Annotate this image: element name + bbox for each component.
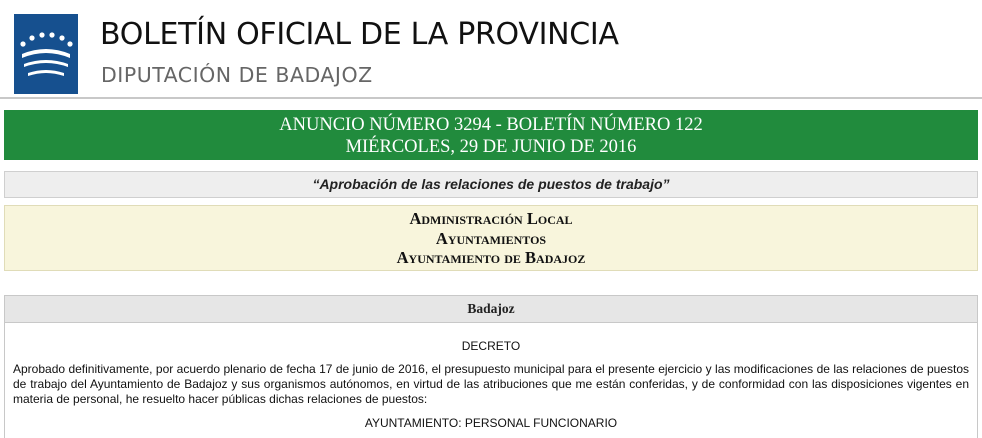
document-content bbox=[4, 295, 978, 438]
announcement-subject: “Aprobación de las relaciones de puestos de trabajo” bbox=[4, 171, 978, 198]
header-divider bbox=[0, 97, 982, 99]
publication-subtitle: DIPUTACIÓN DE BADAJOZ bbox=[101, 63, 373, 87]
document-body: Aprobado definitivamente, por acuerdo plenario de fecha 17 de junio de 2016, el presupuesto municipal para el presente ejercicio y las modificaciones de las relaciones de puestos de trabajo del Ayuntamiento de Badajoz y sus organismos autónomos, en virtud de las atribuciones que me están conferidas, y de conformidad con las disposiciones vigentes en materia de personal, he resuelto hacer públicas dichas relaciones de puestos: bbox=[13, 362, 969, 406]
administration-level: Administración Local bbox=[409, 209, 573, 228]
publication-title: BOLETÍN OFICIAL DE LA PROVINCIA bbox=[100, 17, 619, 52]
page-header bbox=[14, 10, 974, 95]
document-heading: Badajoz bbox=[5, 296, 977, 323]
administration-entity: Ayuntamiento de Badajoz bbox=[396, 248, 586, 267]
announcement-date: MIÉRCOLES, 29 DE JUNIO DE 2016 bbox=[345, 137, 637, 157]
administration-category: Ayuntamientos bbox=[435, 228, 547, 248]
announcement-banner bbox=[4, 110, 978, 160]
diputacion-logo-icon[interactable] bbox=[14, 14, 78, 94]
administration-block bbox=[4, 205, 978, 271]
announcement-number: ANUNCIO NÚMERO 3294 - BOLETÍN NÚMERO 122 bbox=[279, 115, 703, 135]
document-type: DECRETO bbox=[461, 339, 521, 353]
document-section-title: AYUNTAMIENTO: PERSONAL FUNCIONARIO bbox=[364, 416, 618, 430]
logo-emblem bbox=[14, 14, 78, 94]
